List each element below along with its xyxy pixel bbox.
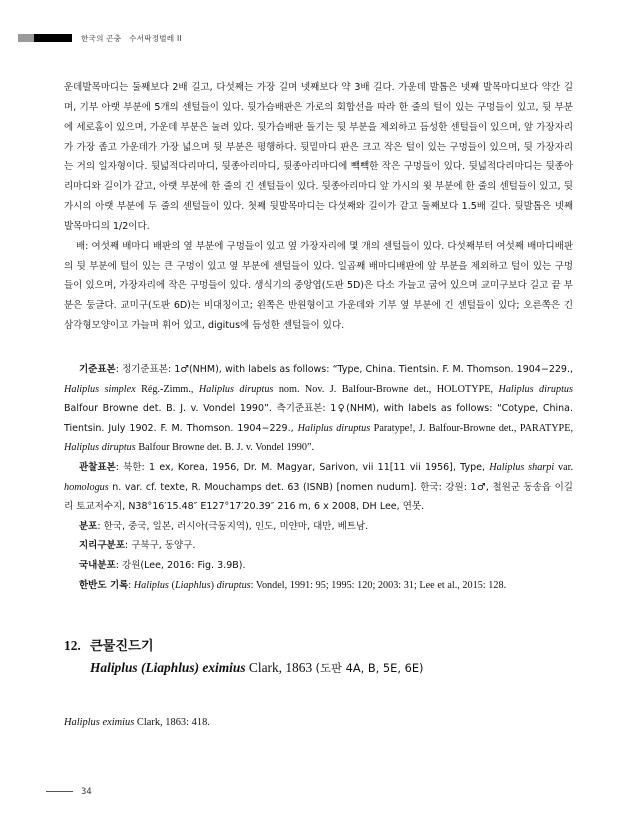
taxon-name-italic-5: Haliplus diruptus [64,442,136,454]
record-text-1: : 정기준표본: 1♂(NHM), with labels as follows: “Type, China. Tientsin. F. M. Thomson. 1904−229., [115,363,573,375]
species-genus: Haliplus [90,660,138,676]
taxon-name-italic-3: Haliplus diruptus [498,383,573,395]
record-label-domestic-distribution: 국내분포 [79,559,116,571]
synonym-taxon-name: Haliplus eximius [64,717,135,729]
text-column [64,78,573,732]
header-rule-black-segment [34,34,72,42]
taxon-name-italic-4: Haliplus diruptus [297,422,371,434]
peninsula-text-4: : Vondel, 1991: 95; 1995: 120; 2003: 31; Lee et al., 2015: 128. [250,579,507,591]
taxon-subgenus-italic: Liaphlus [174,579,211,591]
species-plate-reference: (도판 4A, B, 5E, 6E) [315,661,424,676]
taxon-name-homologus: homologus [64,481,109,493]
domestic-distribution-text: : 강원(Lee, 2016: Fig. 3.9B). [115,559,246,571]
species-korean-name: 큰물진드기 [89,639,154,655]
description-block [64,78,573,336]
synonym-line [64,713,573,732]
header-title: 한국의 곤충 수서딱정벌레 II [81,33,182,43]
header-rule-gray-segment [18,34,34,42]
spacer [64,336,573,360]
page-number: 34 [81,786,92,796]
record-text-3: nom. Nov. J. Balfour-Browne det., HOLOTYPE, [273,383,499,395]
spacer [64,619,573,636]
record-text-2: Rég.-Zimm., [135,383,199,395]
record-label-type-specimen: 기준표본 [79,363,116,375]
examined-text-3: n. var. cf. texte, R. Mouchamps det. 63 (ISNB) [nomen nudum]. 한국: 강원: 1♂, 철원군 동송읍 이길리 토교저수지, N38°16′15.48″ E127°17′20.39″ 216 m, 6 x 2008, DH Lee, 연못. [64,481,573,513]
species-heading-line-korean [64,636,573,657]
spacer [64,679,573,703]
taxon-name-sharpi: Haliplus sharpi [489,461,555,473]
record-type-specimen [64,360,573,458]
running-header [0,28,637,48]
peninsula-text-3: ) [210,579,217,591]
synonym-citation: Clark, 1863: 418. [134,717,210,729]
record-text-5: Paratype!, J. Balfour-Browne det., PARATYPE, [370,422,573,434]
record-domestic-distribution [64,556,573,576]
species-heading [64,636,573,679]
species-number: 12. [64,638,81,654]
species-authority: Clark, 1863 [248,660,313,676]
record-label-geographic-distribution: 지리구분포 [79,540,125,552]
paragraph-abdomen: 배: 여섯째 배마디 배판의 옆 부분에 구멍들이 있고 옆 가장자리에 몇 개의 센털들이 있다. 다섯째부터 여섯째 배마디배판의 뒷 부분에 털이 있는 큰 구멍이 있고 옆 부분에 센털들이 있다. 일곱째 배마디배판에 앞 부분을 제외하고 털이 있는 구멍들이 있으며, 가장자리에 작은 구멍들이 있다. 생식기의 중앙엽(도판 5D)은 다소 가늘고 굽어 있으며 교미구보다 길고 끝 부분은 둥글다. 교미구(도판 6D)는 비대칭이고; 왼쪽은 반원형이고 가운데와 기부 옆 부분에 긴 센털들이 있다; 오른쪽은 긴 삼각형모양이고 가늘며 휘어 있고, digitus에 듬성한 센털들이 있다. [64,240,573,332]
peninsula-text-2: ( [168,579,175,591]
distribution-text: : 한국, 중국, 일본, 러시아(극동지역), 인도, 미얀마, 대만, 베트남. [97,520,369,532]
taxon-genus-italic: Haliplus [133,579,169,591]
record-peninsula-record [64,576,573,596]
species-subgenus-wrap [138,660,199,675]
records-block [64,360,573,595]
page-footer [46,786,92,796]
spacer [64,595,573,619]
footer-rule [46,791,73,792]
taxon-name-italic-2: Haliplus diruptus [198,383,274,395]
record-distribution [64,517,573,537]
paragraph-legs: 운데발목마디는 둘째보다 2배 길고, 다섯째는 가장 길며 넷째보다 약 3배 길다. 가운데 발톱은 넷째 발목마디보다 약간 길며, 기부 아랫 부분에 5개의 센털들이 있다. 뒷가슴배판은 가로의 회합선을 따라 한 줄의 털이 있는 구멍들이 있고, 뒷 부분에 세로홈이 있으며, 가운데 부분은 눌려 있다. 뒷가슴배판 돌기는 뒷 부분을 제외하고 듬성한 센털들이 있으며, 앞 가장자리가 가장 좁고 가운데가 가장 넓으며 뒷 부분은 평행하다. 뒷밑마디 판은 크고 작은 털이 있는 구멍들이 있으며, 뒷 가장자리는 거의 일자형이다. 뒷넓적다리마디, 뒷종아리마디, 뒷종아리마디에 빽빽한 작은 구멍들이 있다. 뒷넓적다리마디는 뒷종아리마디와 길이가 같고, 아랫 부분에 한 줄의 긴 센털들이 있다. 뒷종아리마디 앞 가시의 윗 부분에 한 줄의 센털들이 있고, 뒷 가시의 아랫 부분에 두 줄의 센털들이 있다. 첫째 뒷발목마디는 다섯째와 길이가 같고 둘째보다 1.5배 길다. 뒷발톱은 넷째 발목마디의 1/2이다. [64,82,573,232]
record-text-4: Balfour Browne det. B. J. v. Vondel 1990”. 측기준표본: 1♀(NHM), with labels as follows: “Cotype, China. Tientsin. July 1902. F. M. Thomson. 1904−229., [64,403,573,434]
species-heading-line-scientific [90,657,573,679]
record-examined-specimen [64,458,573,517]
record-label-peninsula-record: 한반도 기록 [79,579,129,591]
peninsula-text-1: : [128,579,134,591]
record-text-6: Balfour Browne det. B. J. v. Vondel 1990”. [135,442,315,454]
taxon-name-italic-1: Haliplus simplex [64,383,136,395]
header-rule-decoration [18,34,72,42]
examined-text-1: : 북한: 1 ex, Korea, 1956, Dr. M. Magyar, Sarivon, vii 11[11 vii 1956], Type, [115,461,490,473]
record-label-examined-specimen: 관찰표본 [79,461,116,473]
examined-text-2: var. [554,461,573,473]
species-subgenus: (Liaphlus) [141,660,200,676]
record-label-distribution: 분포 [79,520,98,532]
geographic-distribution-text: : 구북구, 동양구. [124,540,196,552]
species-epithet: eximius [202,660,246,676]
record-geographic-distribution [64,536,573,556]
taxon-species-italic: diruptus [216,579,251,591]
spacer [64,703,573,713]
